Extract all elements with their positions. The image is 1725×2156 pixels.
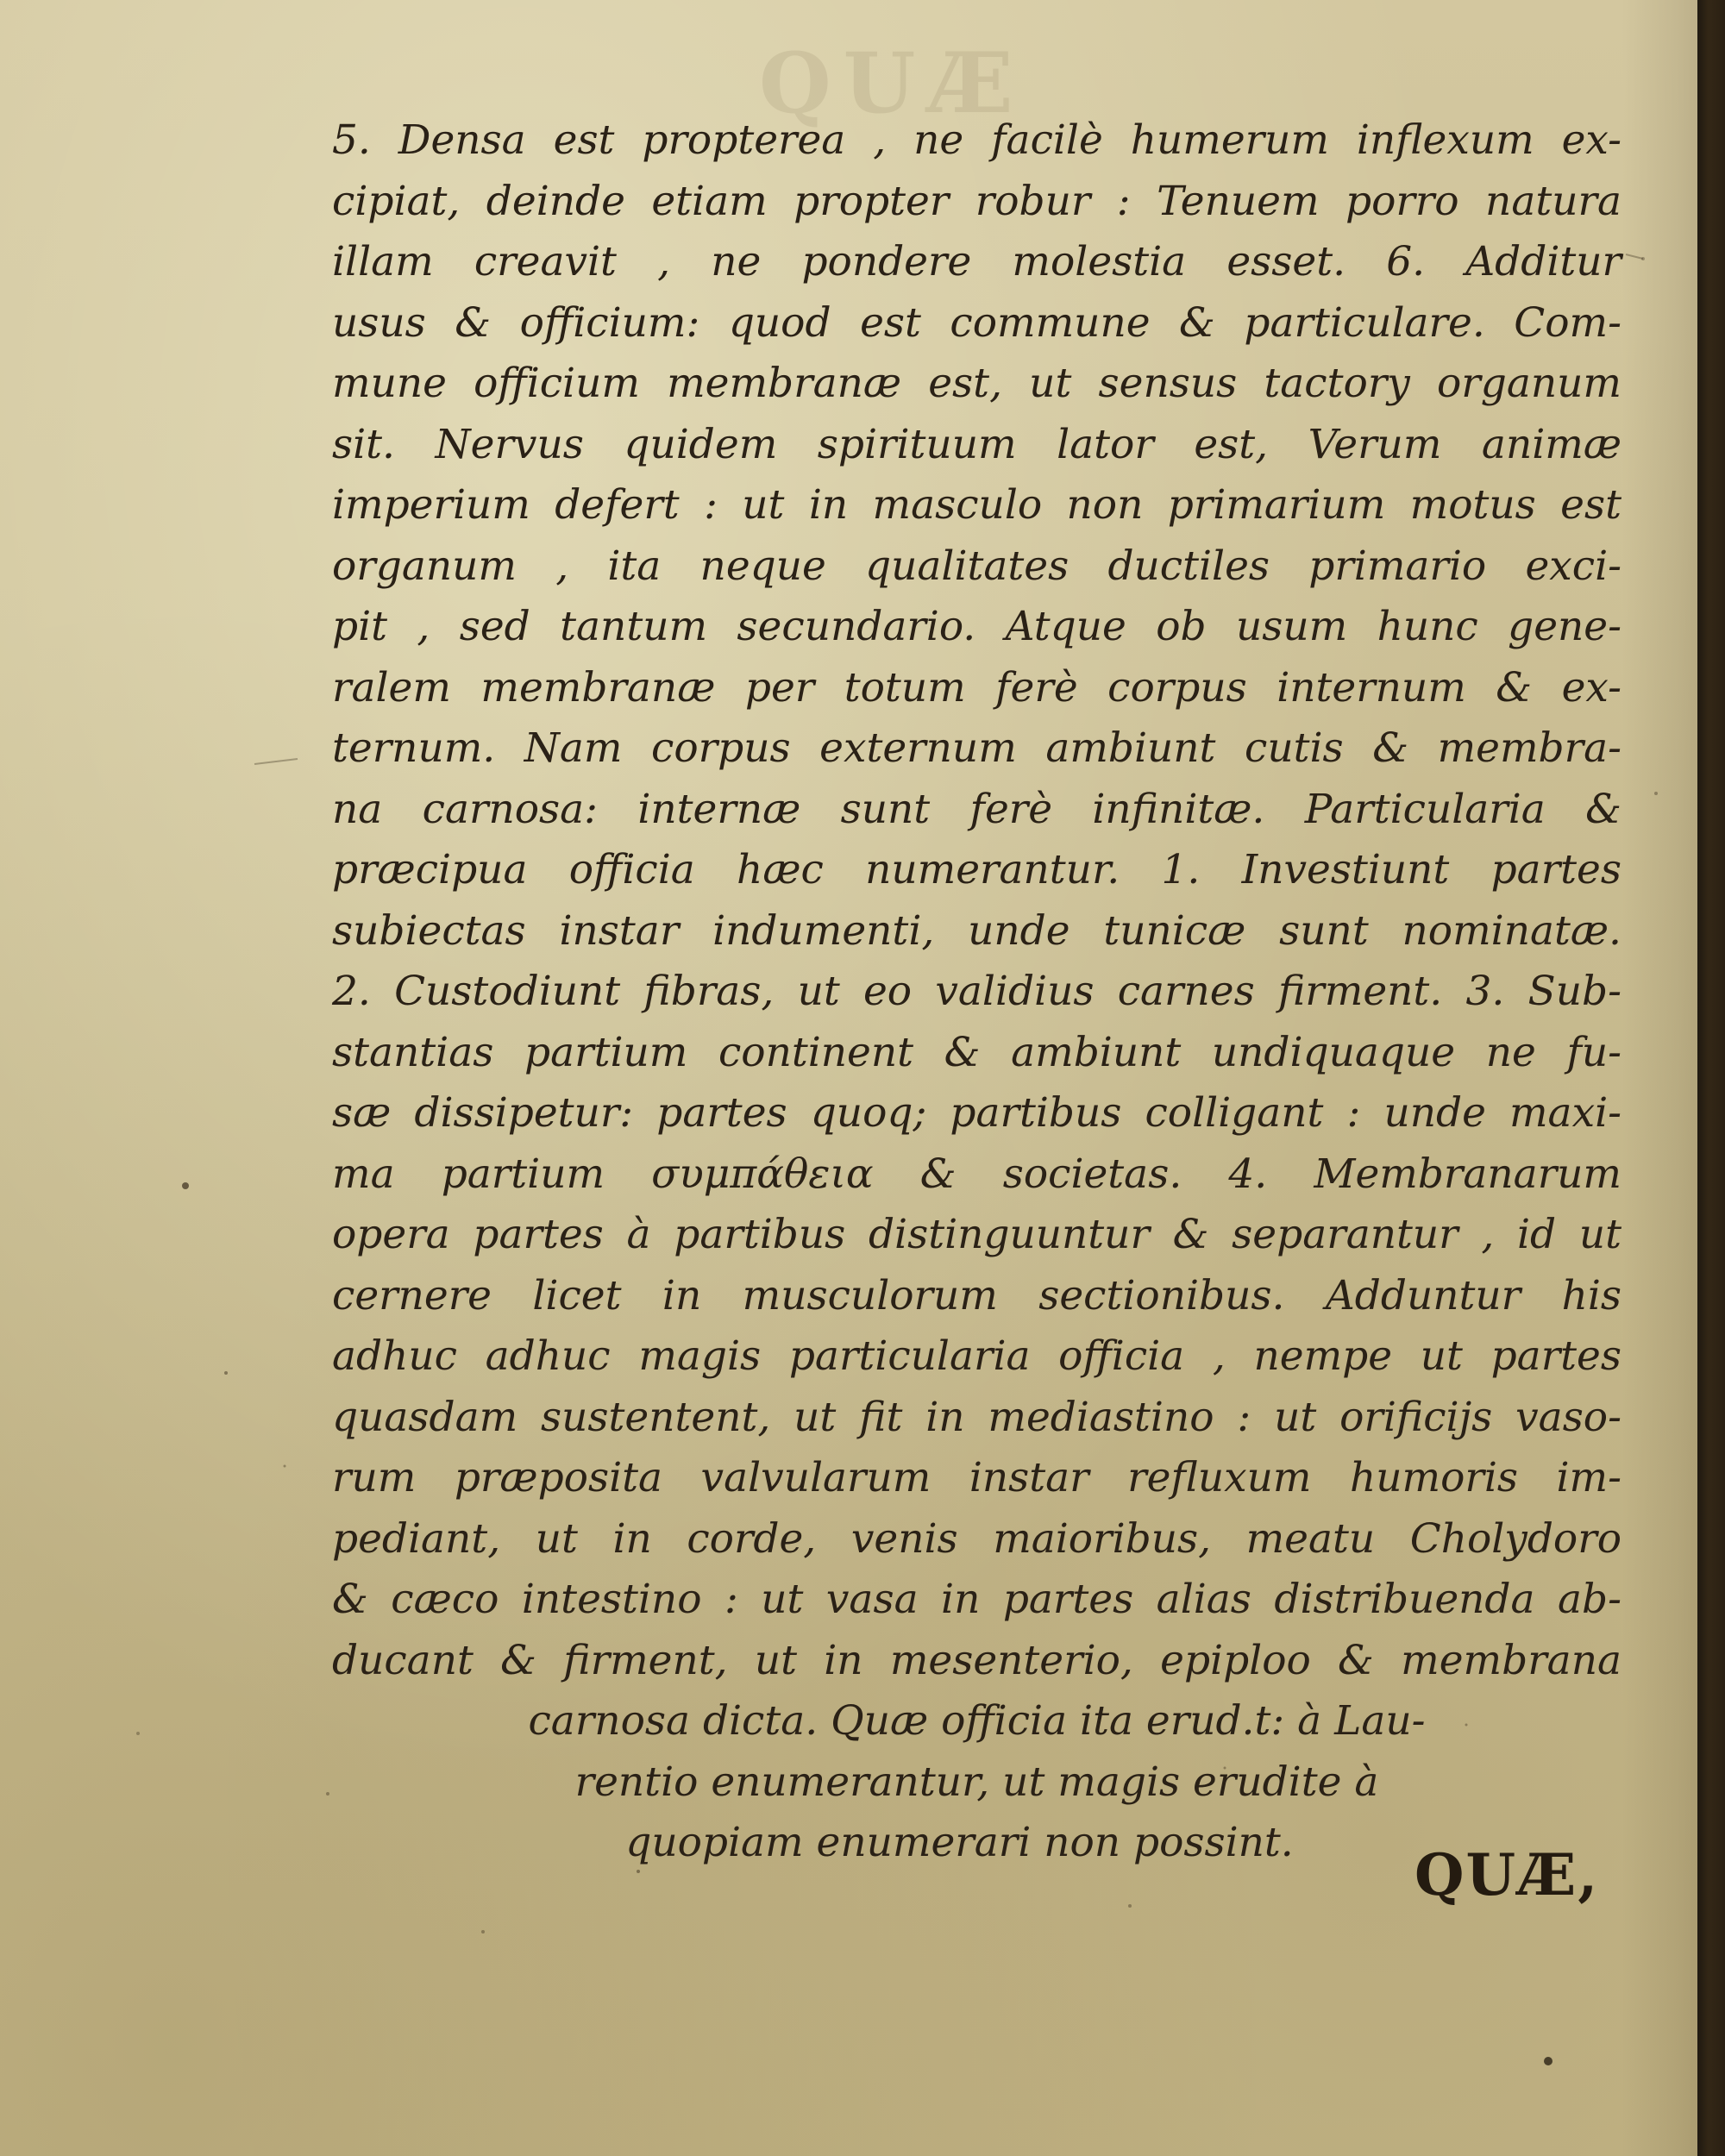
text-line-11: ternum. Nam corpus externum ambiunt cutis & membra- [332, 724, 1622, 772]
text-line-28: rentio enumerantur, ut magis erudite à [574, 1758, 1379, 1806]
text-line-2: cipiat, deinde etiam propter robur : Tenuem porro natura [332, 177, 1622, 225]
text-line-8: organum , ita neque qualitates ductiles primario exci- [332, 542, 1622, 590]
text-line-16: stantias partium continent & ambiunt undiquaque ne fu- [332, 1028, 1622, 1076]
text-line-21: adhuc adhuc magis particularia officia , nempe ut partes [332, 1332, 1622, 1380]
text-line-12: na carnosa: internæ sunt ferè infinitæ. Particularia & [332, 785, 1622, 833]
text-line-23: rum præposita valvularum instar refluxum humoris im- [332, 1454, 1622, 1501]
text-line-3: illam creavit , ne pondere molestia esset. 6. Additur [332, 238, 1622, 285]
text-line-22: quasdam sustentent, ut fit in mediastino : ut orificijs vaso- [332, 1393, 1622, 1441]
text-line-19: opera partes à partibus distinguuntur & separantur , id ut [332, 1211, 1622, 1258]
text-line-5: mune officium membranæ est, ut sensus tactory organum [332, 360, 1622, 407]
text-line-24: pediant, ut in corde, venis maioribus, meatu Cholydoro [332, 1514, 1622, 1563]
text-line-9: pit , sed tantum secundario. Atque ob usum hunc gene- [332, 603, 1622, 650]
text-line-15: 2. Custodiunt fibras, ut eo validius carnes firment. 3. Sub- [332, 968, 1622, 1015]
text-line-29: quopiam enumerari non possint. [625, 1819, 1294, 1866]
text-line-10: ralem membranæ per totum ferè corpus internum & ex- [332, 663, 1622, 711]
text-line-14: subiectas instar indumenti, unde tunicæ sunt nominatæ. [332, 906, 1622, 955]
text-line-25: & cæco intestino : ut vasa in partes alias distribuenda ab- [332, 1576, 1622, 1623]
text-line-26: ducant & firment, ut in mesenterio, epiploo & membrana [332, 1636, 1622, 1684]
text-line-20: cernere licet in musculorum sectionibus. Adduntur his [332, 1271, 1622, 1319]
text-line-6: sit. Nervus quidem spirituum lator est, Verum animæ [332, 420, 1622, 468]
bleed-through-shadow: QUÆ [759, 34, 1026, 132]
text-line-4: usus & officium: quod est commune & particulare. Com- [332, 298, 1622, 347]
text-line-1: 5. Densa est propterea , ne facilè humerum inflexum ex- [332, 116, 1622, 164]
text-line-7: imperium defert : ut in masculo non primarium motus est [332, 481, 1622, 529]
catchword: QUÆ, [1414, 1841, 1600, 1908]
body-text [332, 110, 1622, 1874]
text-line-13: præcipua officia hæc numerantur. 1. Investiunt partes [332, 846, 1622, 893]
text-line-17: sæ dissipetur: partes quoq; partibus colligant : unde maxi- [332, 1089, 1622, 1137]
text-line-27: carnosa dicta. Quæ officia ita erud.t: à Lau- [528, 1697, 1426, 1745]
text-line-18: ma partium συμπάθεια & societas. 4. Membranarum [332, 1150, 1622, 1198]
